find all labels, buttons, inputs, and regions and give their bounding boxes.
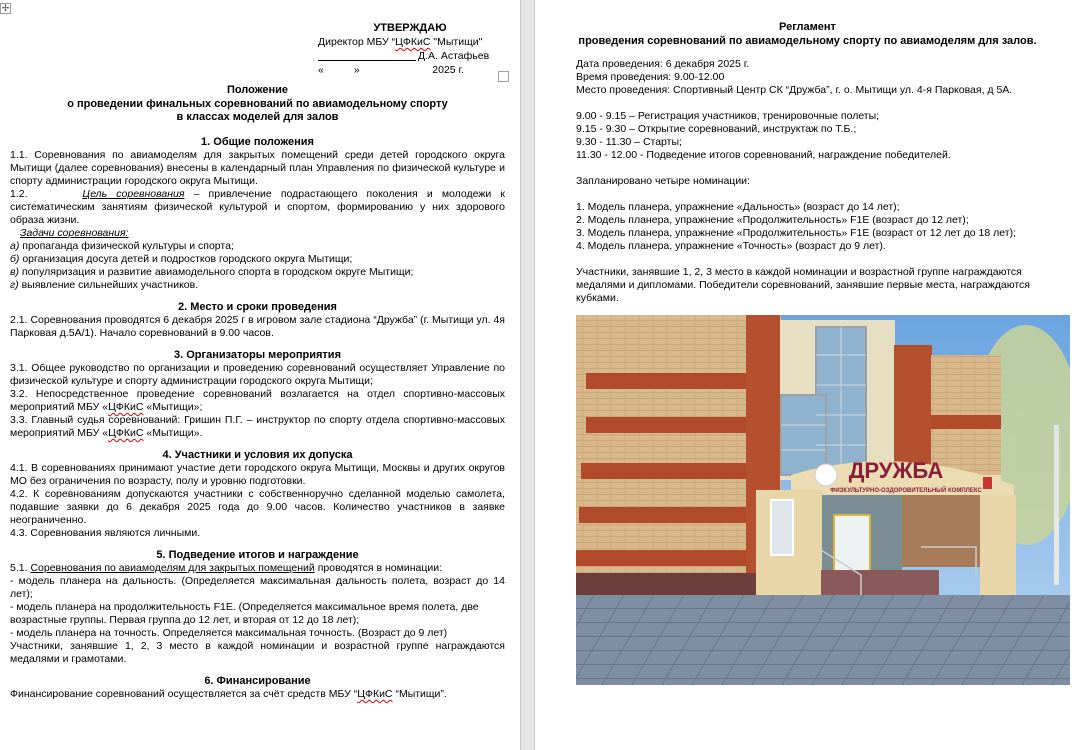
task-text: пропаганда физической культуры и спорта; [19,240,234,252]
approval-position-prefix: Директор МБУ “ [318,36,396,48]
paragraph-1-2 [10,188,505,227]
nominations-intro: Запланировано четыре номинации: [576,175,750,187]
paragraph-1-1: 1.1. Соревнования по авиамоделям для закрытых помещений среди детей городского округа Мытищи (далее соревнования) внесены в календарный план Управления по физической культуре и спорту администрации городского округа Мытищи. [10,149,505,187]
anchor-box[interactable] [498,71,509,82]
regulation-body [576,58,1066,305]
nomination-item: - модель планера на продолжительность F1E. (Определяется максимальное время полета, две возрастные группы. Первая группа до 12 лет, и вторая от 12 до 18 лет); [10,601,479,626]
paragraph-text: 3.2. Непосредственное проведение соревнований возлагается на отдел спортивно-массовых мероприятий МБУ « [10,388,505,413]
task-item [10,253,505,266]
task-letter: а) [10,240,20,252]
document-page-left [0,0,521,750]
task-letter: в) [10,266,19,278]
document-title [10,84,505,125]
tasks-colon: : [125,227,129,239]
document-page-right [534,0,1079,750]
paragraph-text: “Мытищи”. [392,688,447,700]
table-move-handle-icon[interactable]: ✢ [1,3,10,13]
financing-paragraph [10,688,505,701]
approval-block [318,21,490,77]
section-heading: 6. Финансирование [204,675,311,687]
title-line: проведения соревнований по авиамодельному спорту по авиамоделям для залов. [578,35,1037,47]
paragraph-number: 1.2. [10,188,28,200]
quote-close: » [353,64,360,76]
logo-emblem [815,464,837,486]
schedule-item: 9.15 - 9.30 – Открытие соревнований, инструктаж по Т.Б.; [576,123,857,135]
paragraph-4-2: 4.2. К соревнованиям допускаются участники с собственноручно сделанной моделью самолета, подавшие заявки до 6 декабря 2025 года до 9.00 часов. Количество участников в заявке неограниченно. [10,488,505,526]
signature-line [318,49,490,63]
paragraph-5-1 [10,562,505,575]
sign-main-text: ДРУЖБА [848,458,944,483]
schedule-item: 9.00 - 9.15 – Регистрация участников, тренировочные полеты; [576,110,880,122]
paragraph-3-2 [10,388,505,414]
task-item [10,266,505,279]
section-heading: 1. Общие положения [201,136,314,148]
signer-name: Д.А. Астафьев [418,50,490,62]
approval-position-suffix: "Мытищи" [430,36,483,48]
event-place: Место проведения: Спортивный Центр СК “Дружба”, г. о. Мытищи ул. 4-я Парковая, д 5А. [576,84,1013,96]
task-text: популяризация и развитие авиамодельного спорта в городском округе Мытищи; [18,266,414,278]
paragraph-text: Финансирование соревнований осуществляется за счёт средств МБУ “ [10,688,358,700]
coat-of-arms [983,477,992,489]
nomination-item: 3. Модель планера, упражнение «Продолжительность» F1E (возраст от 12 лет до 18 лет); [576,227,1016,239]
awards-paragraph: Участники, занявшие 1, 2, 3 место в каждой номинации и возрастной группе награждаются медалями и дипломами. Победители соревнований, занявшие первые места, награждаются кубками. [576,266,1030,304]
task-letter: б) [10,253,20,265]
goal-text: – привлечение подрастающего поколения и молодежи к систематическим занятиям физической культурой и спортом, формированию у них здорового образа жизни. [10,188,505,226]
spellcheck-word[interactable]: ЦФКиС [357,688,393,700]
awards-paragraph: Участники, занявшие 1, 2, 3 место в каждой номинации и возрастной группе награждаются медалями и грамотами. [10,640,505,665]
section-heading: 5. Подведение итогов и награждение [156,549,359,561]
nomination-item: - модель планера на точность. Определяется максимальная точность. (Возраст до 9 лет) [10,627,448,639]
nomination-item: 1. Модель планера, упражнение «Дальность» (возраст до 14 лет); [576,201,900,213]
quote-open: « [318,64,324,76]
paragraph-text: «Мытищи». [143,427,203,439]
paragraph-text: 3.3. Главный судья соревнований: Гришин П.Г. – инструктор по спорту отдела спортивно-массовых мероприятий МБУ « [10,414,505,439]
goal-label: Цель соревнования [82,188,185,200]
task-item [10,240,505,253]
paragraph-number: 5.1. [10,562,31,574]
spellcheck-word[interactable]: ЦФКиС [108,401,144,413]
section-heading: 4. Участники и условия их допуска [162,449,353,461]
task-letter: г) [10,279,19,291]
spellcheck-word[interactable]: ЦФКиС [108,427,144,439]
regulation-title [535,20,1079,48]
event-time: Время проведения: 9.00-12.00 [576,71,725,83]
document-body [10,136,505,701]
approval-date [318,63,490,77]
paragraph-text: «Мытищи»; [143,401,203,413]
paragraph-4-3: 4.3. Соревнования являются личными. [10,527,201,539]
spellcheck-word[interactable]: ЦФКиС [395,36,431,48]
tasks-label: Задачи соревнования [20,227,126,239]
paragraph-3-1: 3.1. Общее руководство по организации и проведению соревнований осуществляет Управление по физической культуре и спорту администрации городского округа Мытищи; [10,362,505,387]
paragraph-2-1: 2.1. Соревнования проводятся 6 декабря 2025 г в игровом зале стадиона “Дружба” (г. Мытищи ул. 4я Парковая д.5А/1). Начало соревнований в 9.00 часов. [10,314,505,339]
task-text: выявление сильнейших участников. [18,279,199,291]
paragraph-text: проводятся в номинации: [314,562,443,574]
sign-sub-text: ФИЗКУЛЬТУРНО-ОЗДОРОВИТЕЛЬНЫЙ КОМПЛЕКС [830,488,982,494]
paragraph-3-3 [10,414,505,440]
title-line: Положение [226,84,289,96]
nomination-item: - модель планера на дальность. (Определяется максимальная дальность полета, возраст до 14 лет); [10,575,505,600]
building-photo[interactable] [576,315,1070,685]
paragraph-4-1: 4.1. В соревнованиях принимают участие дети городского округа Мытищи, Москвы и других округов МО без ограничения по возрасту, полу и уровню подготовки. [10,462,505,487]
schedule-item: 11.30 - 12.00 - Подведение итогов соревнований, награждение победителей. [576,149,951,161]
approval-title: УТВЕРЖДАЮ [373,22,447,34]
nomination-item: 2. Модель планера, упражнение «Продолжительность» F1E (возраст до 12 лет); [576,214,969,226]
nomination-item: 4. Модель планера, упражнение «Точность» (возраст до 9 лет). [576,240,886,252]
task-item [10,279,505,292]
title-line: Регламент [779,21,836,33]
building-photo-illustration [576,315,1070,685]
title-line: о проведении финальных соревнований по авиамодельному спорту [67,97,448,110]
schedule-item: 9.30 - 11.30 – Старты; [576,136,682,148]
section-heading: 3. Организаторы мероприятия [174,349,341,361]
task-text: организация досуга детей и подростков городского округа Мытищи; [19,253,353,265]
underlined-phrase: Соревнования по авиамоделям для закрытых помещений [30,562,315,574]
event-date: Дата проведения: 6 декабря 2025 г. [576,58,750,70]
approval-year: 2025 г. [432,64,464,76]
section-heading: 2. Место и сроки проведения [178,301,337,313]
date-quotes [318,63,360,77]
signature-blank [318,49,416,61]
tasks-heading [10,227,505,240]
approval-position [318,35,490,49]
title-line: в классах моделей для залов [176,111,339,123]
